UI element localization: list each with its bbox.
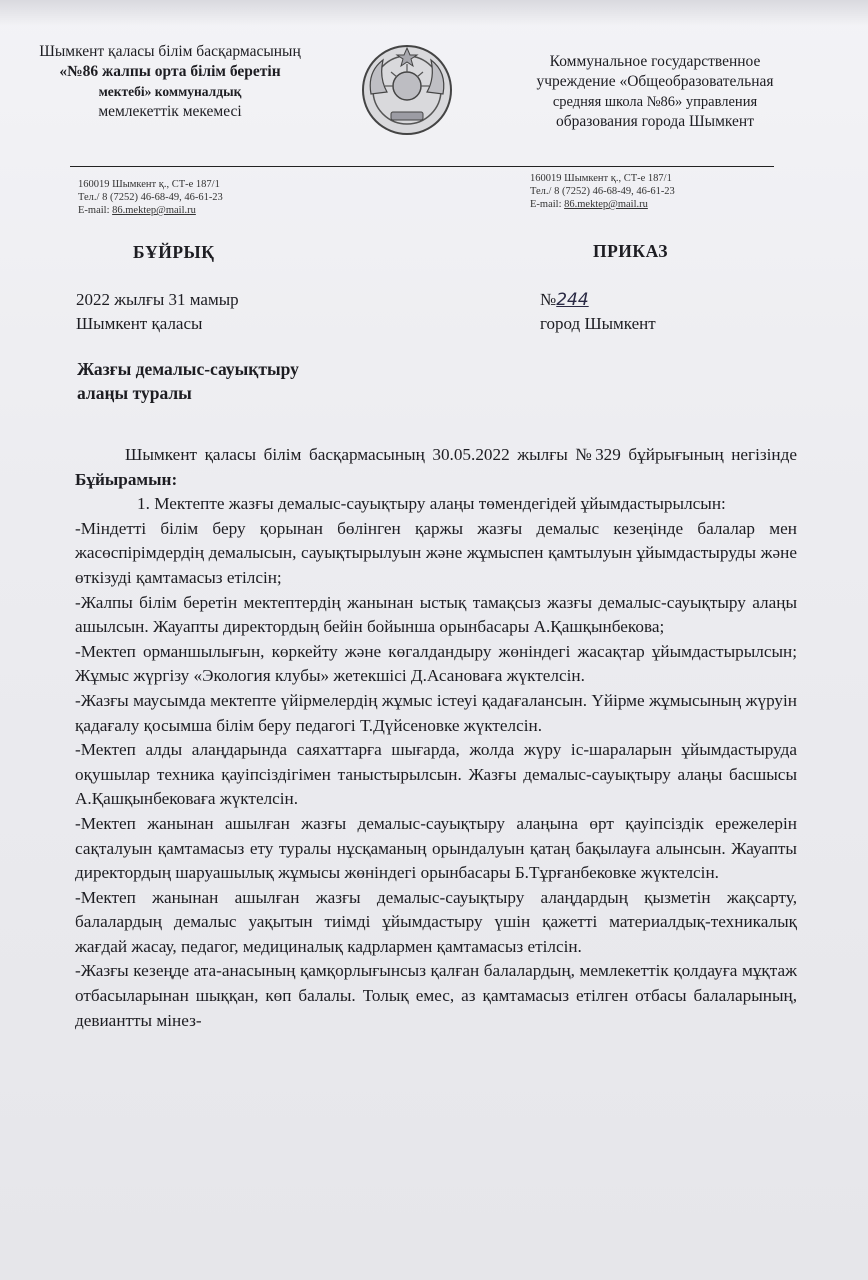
title-russian: ПРИКАЗ	[593, 241, 669, 261]
contacts-left	[78, 178, 223, 217]
item-1: 1. Мектепте жазғы демалыс-сауықтыру алаңы төмендегідей ұйымдастырылсын:	[137, 494, 726, 514]
header-kazakh	[0, 42, 340, 122]
email-link-left[interactable]: 86.mektep@mail.ru	[112, 205, 196, 216]
subject-line-2: алаңы туралы	[77, 383, 192, 403]
order-number-prefix: №	[540, 290, 557, 309]
email-link-right[interactable]: 86.mektep@mail.ru	[564, 199, 648, 210]
header-kz-line-2: «№86 жалпы орта білім беретін	[59, 63, 281, 80]
kazakhstan-emblem-icon	[357, 42, 457, 138]
header-ru-line-2: учреждение «Общеобразовательная	[536, 73, 774, 90]
address-right: 160019 Шымкент қ., СТ-е 187/1	[530, 173, 672, 184]
subject-line-1: Жазғы демалыс-сауықтыру	[77, 359, 299, 379]
body-paragraph: -Жазғы кезеңде ата-анасының қамқорлығынсыз қалған балалардың, мемлекеттік қолдауға мұқтаж отбасыларынан шыққан, көп балалы. Толық емес, аз қамтамасыз етілген отбасы балаларының, девиантты мінез-	[75, 961, 797, 1030]
header-kz-line-3: мектебі» коммуналдық	[98, 84, 242, 99]
email-row-right	[530, 198, 675, 211]
order-city-kz: Шымкент қаласы	[76, 314, 203, 333]
header-divider	[70, 166, 774, 167]
intro-command: Бұйырамын:	[75, 469, 178, 489]
order-meta-left	[76, 288, 239, 336]
header-kz-line-4: мемлекеттік мекемесі	[98, 103, 242, 120]
body-paragraph: -Жазғы маусымда мектепте үйірмелердің жұмыс істеуі қадағалансын. Үйірме жұмысының жүруін қадағалу қосымша білім беру педагогі Т.Дүйсеновке жүктелсін.	[75, 690, 797, 735]
order-date: 2022 жылғы 31 мамыр	[76, 290, 239, 309]
email-label-left: E-mail:	[78, 205, 110, 216]
scan-shadow	[0, 0, 868, 26]
body-paragraph: -Мектеп жанынан ашылған жазғы демалыс-сауықтыру алаңына өрт қауіпсіздік ережелерін сақталуын қамтамасыз ету туралы нұсқаманың орындалуын қатаң бақылауға алынсын. Жауапты директордың шаруашылық жұмысы жөніндегі орынбасары Б.Тұрғанбековке жүктелсін.	[75, 813, 797, 883]
intro-text: Шымкент қаласы білім басқармасының 30.05.2022 жылғы №329 бұйрығының негізінде	[125, 445, 797, 464]
body-paragraph: -Мектеп алды алаңдарында саяхаттарға шығарда, жолда жүру іс-шараларын ұйымдастыруда оқушылар техника қауіпсіздігімен таныстырылсын. Жазғы демалыс-сауықтыру алаңы басшысы А.Қашқынбековаға жүктелсін.	[75, 740, 797, 809]
order-body	[75, 443, 797, 1033]
header-russian	[495, 52, 815, 132]
order-meta-right	[540, 288, 656, 336]
body-paragraph: -Міндетті білім беру қорынан бөлінген қаржы жазғы демалыс кезеңінде балалар мен жасөспірімдердің демалысын, сауықтырылуын және жұмыспен қамтылуын ұйымдастыруды және өткізуді қамтамасыз етілсін;	[75, 518, 797, 587]
email-row-left	[78, 204, 223, 217]
email-label-right: E-mail:	[530, 199, 562, 210]
order-number-handwritten: 244	[556, 290, 589, 310]
order-number-row	[540, 288, 656, 312]
phone-left: Тел./ 8 (7252) 46-68-49, 46-61-23	[78, 192, 223, 203]
header-ru-line-3: средняя школа №86» управления	[552, 94, 758, 110]
order-city-ru: город Шымкент	[540, 314, 656, 333]
header-ru-line-4: образования города Шымкент	[555, 113, 754, 130]
title-kazakh: БҰЙРЫҚ	[133, 242, 215, 262]
phone-right: Тел./ 8 (7252) 46-68-49, 46-61-23	[530, 186, 675, 197]
body-paragraph: -Мектеп жанынан ашылған жазғы демалыс-сауықтыру алаңдардың қызметін жақсарту, балалардың демалыс уақытын тиімді ұйымдастыру үшін қажетті материалдық-техникалық жағдай жасау, педагог, медициналық кадрлармен қамтамасыз етілсін.	[75, 887, 797, 956]
intro-paragraph	[75, 443, 797, 492]
contacts-right	[530, 172, 675, 211]
header-kz-line-1: Шымкент қаласы білім басқармасының	[39, 43, 301, 60]
address-left: 160019 Шымкент қ., СТ-е 187/1	[78, 179, 220, 190]
order-subject	[77, 357, 299, 405]
body-paragraph: -Мектеп орманшылығын, көркейту және көгалдандыру жөніндегі жасақтар ұйымдастырылсын; Жұмыс жүргізу «Экология клубы» жетекшісі Д.Асановаға жүктелсін.	[75, 641, 797, 686]
header-ru-line-1: Коммунальное государственное	[549, 53, 761, 70]
body-paragraph: -Жалпы білім беретін мектептердің жанынан ыстық тамақсыз жазғы демалыс-сауықтыру алаңы ашылсын. Жауапты директордың бейін бойынша орынбасары А.Қашқынбекова;	[75, 592, 797, 637]
